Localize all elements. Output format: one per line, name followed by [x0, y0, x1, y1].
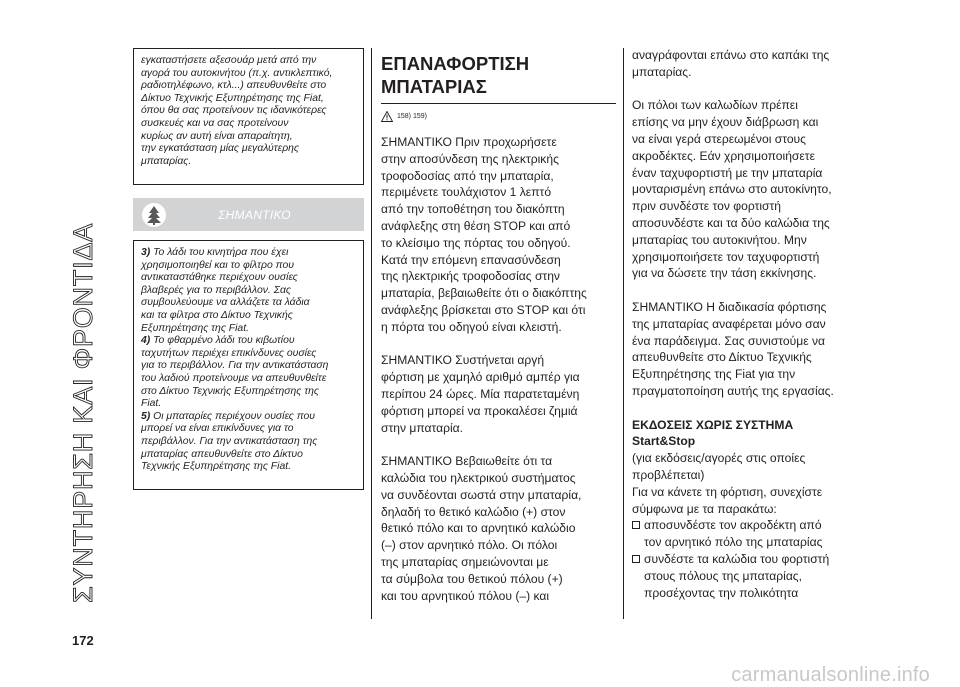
- note-line: [141, 297, 356, 310]
- text-line: προβλέπεται): [632, 467, 705, 482]
- note-number: 3): [141, 247, 151, 258]
- text-line: (για εκδόσεις/αγορές στις οποίες: [632, 451, 806, 466]
- text-line: η πόρτα του οδηγού είναι κλειστή.: [381, 319, 562, 334]
- column-divider: [371, 48, 372, 619]
- battery-body: [381, 134, 616, 604]
- text-line: μπαταρίας.: [632, 64, 692, 79]
- note-line: [141, 310, 356, 323]
- text-line: στην μπαταρία.: [381, 420, 464, 435]
- text-line: της ηλεκτρικής τροφοδοσίας στην: [381, 269, 560, 284]
- bullet-line: [632, 517, 872, 534]
- text-line: επίσης να μην έχουν διάβρωση και: [632, 115, 819, 130]
- note-line: [141, 247, 356, 260]
- note-text: για το περιβάλλον. Για την αντικατάσταση: [141, 360, 329, 372]
- note-text: αντικαταστάθηκε περιέχουν ουσίες: [141, 272, 298, 284]
- note-text: του λαδιού προτείνουμε να απευθυνθείτε: [141, 372, 327, 384]
- subheading: ΕΚΔΟΣΕΙΣ ΧΩΡΙΣ ΣΥΣΤΗΜΑ Start&Stop: [632, 417, 794, 449]
- note-line: [141, 436, 356, 449]
- text-line: ανάφλεξης βρίσκεται στο STOP και ότι: [381, 302, 586, 317]
- text-line: να συνδέονται σωστά στην μπαταρία,: [381, 487, 582, 502]
- text-line: στην αποσύνδεση της ηλεκτρικής: [381, 151, 559, 166]
- note-box-wrap: [133, 240, 364, 490]
- box-line: συσκευές και να σας προτείνουν: [141, 117, 289, 129]
- text-line: μπαταρίας του αυτοκινήτου. Μην: [632, 232, 807, 247]
- text-line: για να δώσετε την τάση εκκίνησης.: [632, 266, 817, 281]
- text-line: περίπου 24 ώρες. Μία παρατεταμένη: [381, 386, 580, 401]
- note-line: [141, 411, 356, 424]
- text-line: Εξυπηρέτησης της Fiat για την: [632, 367, 796, 382]
- bullet-line: [632, 585, 872, 602]
- box-line: την εγκατάσταση μίας μεγαλύτερης: [141, 143, 299, 155]
- text-line: ΣΗΜΑΝΤΙΚΟ Συστήνεται αργή: [381, 353, 545, 368]
- bullet-text: τον αρνητικό πόλο της μπαταρίας: [644, 535, 823, 550]
- note-text: Τεχνικής Εξυπηρέτησης της Fiat.: [141, 461, 292, 473]
- note-text: και τα φίλτρα στο Δίκτυο Τεχνικής: [141, 309, 293, 321]
- note-number: 5): [141, 410, 151, 422]
- note-label: ΣΗΜΑΝΤΙΚΟ: [218, 207, 291, 222]
- note-text: περιβάλλον. Για την αντικατάσταση της: [141, 435, 318, 447]
- text-line: ένα παράδειγμα. Σας συνιστούμε να: [632, 333, 825, 348]
- note-text: χρησιμοποιηθεί και το φίλτρο που: [141, 259, 294, 271]
- text-line: αναγράφονται επάνω στο καπάκι της: [632, 48, 830, 62]
- note-text: ταχυτήτων περιέχει επικίνδυνες ουσίες: [141, 347, 317, 359]
- intro-box: [133, 48, 364, 185]
- continued-body: [632, 47, 872, 400]
- note-text: Fiat.: [141, 398, 162, 410]
- text-line: ΣΗΜΑΝΤΙΚΟ Η διαδικασία φόρτισης: [632, 299, 827, 314]
- text-line: της μπαταρίας αναφέρεται μόνο σαν: [632, 316, 826, 331]
- warning-refs: [381, 111, 616, 122]
- text-line: της μπαταρίας σημειώνονται με: [381, 554, 549, 569]
- text-line: να είναι γερά στερεωμένοι στους: [632, 131, 806, 146]
- text-line: σύμφωνα με τα παρακάτω:: [632, 501, 777, 516]
- note-line: [141, 423, 356, 436]
- text-line: ΣΗΜΑΝΤΙΚΟ Βεβαιωθείτε ότι τα: [381, 454, 553, 469]
- text-line: μονταρισμένη επάνω στο αυτοκίνητο,: [632, 182, 832, 197]
- note-text: Οι μπαταρίες περιέχουν ουσίες που: [150, 410, 316, 422]
- note-text: Εξυπηρέτησης της Fiat.: [141, 322, 249, 334]
- text-line: φόρτιση με χαμηλό αριθμό αμπέρ για: [381, 370, 580, 385]
- text-line: ανάφλεξης στη θέση STOP και από: [381, 218, 571, 233]
- paragraph: [381, 453, 616, 604]
- note-line: [141, 461, 356, 474]
- note-line: [141, 360, 356, 373]
- battery-continued: [632, 47, 872, 601]
- text-line: από την τοποθέτηση του διακόπτη: [381, 202, 565, 217]
- text-line: ΣΗΜΑΝΤΙΚΟ Πριν προχωρήσετε: [381, 135, 557, 149]
- note-text: Το φθαρμένο λάδι του κιβωτίου: [150, 335, 295, 347]
- bullet-square-icon: [632, 521, 640, 529]
- bullet-text: συνδέστε τα καλώδια του φορτιστή: [644, 551, 830, 566]
- text-line: αποσυνδέστε και τα δύο καλώδια της: [632, 215, 830, 230]
- bullet-line: [632, 551, 872, 568]
- text-line: τροφοδοσίας από την μπαταρία,: [381, 168, 554, 183]
- note-line: [141, 323, 356, 336]
- note-box: [133, 240, 364, 490]
- note-line: [141, 386, 356, 399]
- page-number: 172: [72, 633, 94, 648]
- note-number: 4): [141, 335, 151, 347]
- note-header: [133, 198, 364, 231]
- bullet-text: στους πόλους της μπαταρίας,: [644, 568, 802, 583]
- note-text: συμβουλεύουμε να αλλάζετε τα λάδια: [141, 297, 310, 309]
- text-line: έναν ταχυφορτιστή με την μπαταρία: [632, 165, 823, 180]
- note-text: μπαταρίας απευθυνθείτε στο Δίκτυο: [141, 448, 303, 460]
- text-line: και του αρνητικού πόλου (–) και: [381, 588, 550, 603]
- warning-icon: [381, 111, 393, 122]
- bullet-line: [632, 534, 872, 551]
- bullet-list: [632, 517, 872, 601]
- paragraph: [632, 299, 872, 400]
- bullet-line: [632, 568, 872, 585]
- text-line: Για να κάνετε τη φόρτιση, συνεχίστε: [632, 484, 823, 499]
- section-heading: ΕΠΑΝΑΦΟΡΤΙΣΗ ΜΠΑΤΑΡΙΑΣ: [381, 53, 530, 97]
- bullet-square-icon: [632, 555, 640, 563]
- box-line: Δίκτυο Τεχνικής Εξυπηρέτησης της Fiat,: [141, 92, 324, 104]
- subsection-body: [632, 450, 872, 517]
- text-line: πραγματοποίηση αυτής της εργασίας.: [632, 383, 834, 398]
- ref-numbers: 158) 159): [397, 113, 427, 120]
- note-line: [141, 272, 356, 285]
- text-line: απευθυνθείτε στο Δίκτυο Τεχνικής: [632, 350, 812, 365]
- note-text: στο Δίκτυο Τεχνικής Εξυπηρέτησης της: [141, 385, 319, 397]
- box-line: κυρίως αν αυτή είναι απαραίτητη,: [141, 130, 293, 142]
- note-line: [141, 373, 356, 386]
- tree-icon: [141, 202, 167, 228]
- note-text: βλαβερές για το περιβάλλον. Σας: [141, 284, 291, 296]
- note-text: μπορεί να είναι επικίνδυνες για το: [141, 423, 294, 435]
- text-line: (–) στον αρνητικό πόλο. Οι πόλοι: [381, 538, 558, 553]
- paragraph: [632, 47, 872, 81]
- text-line: φόρτιση μπορεί να προκαλέσει ζημιά: [381, 403, 578, 418]
- text-line: ακροδέκτες. Εάν χρησιμοποιήσετε: [632, 148, 815, 163]
- text-line: θετικό πόλο και το αρνητικό καλώδιο: [381, 521, 576, 536]
- text-line: τα σύμβολα του θετικού πόλου (+): [381, 571, 563, 586]
- note-line: [141, 285, 356, 298]
- text-line: πριν συνδέστε τον φορτιστή: [632, 199, 782, 214]
- box-line: εγκαταστήσετε αξεσουάρ μετά από την: [141, 55, 317, 66]
- note-text: Το λάδι του κινητήρα που έχει: [150, 247, 289, 258]
- box-line: μπαταρίας.: [141, 155, 192, 167]
- battery-section: [381, 52, 616, 621]
- side-title-text: ΣΥΝΤΗΡΗΣΗ ΚΑΙ ΦΡΟΝΤΙΔΑ: [68, 222, 98, 603]
- bullet-text: προσέχοντας την πολικότητα: [644, 585, 799, 600]
- note-line: [141, 260, 356, 273]
- text-line: καλώδια του ηλεκτρικού συστήματος: [381, 470, 576, 485]
- bullet-text: αποσυνδέστε τον ακροδέκτη από: [644, 518, 822, 533]
- text-line: περιμένετε τουλάχιστον 1 λεπτό: [381, 185, 552, 200]
- paragraph: [632, 97, 872, 282]
- text-line: χρησιμοποιήσετε τον ταχυφορτιστή: [632, 249, 820, 264]
- note-line: [141, 398, 356, 411]
- text-line: Οι πόλοι των καλωδίων πρέπει: [632, 98, 798, 113]
- note-line: [141, 335, 356, 348]
- note-line: [141, 449, 356, 462]
- box-line: αγορά του αυτοκινήτου (π.χ. αντικλεπτικό,: [141, 67, 333, 79]
- column-divider: [623, 48, 624, 619]
- box-line: όπου θα σας προτείνουν τις ιδανικότερες: [141, 105, 327, 117]
- watermark: carmanualsonline.info: [731, 664, 930, 686]
- heading-rule: [381, 103, 616, 104]
- box-line: ραδιοτηλέφωνο, κτλ...) απευθυνθείτε στο: [141, 80, 327, 92]
- side-section-title: [58, 48, 110, 603]
- text-line: το κλείσιμο της πόρτας του οδηγού.: [381, 235, 571, 250]
- paragraph: [381, 134, 616, 336]
- note-line: [141, 348, 356, 361]
- text-line: δηλαδή το θετικό καλώδιο (+) στον: [381, 504, 566, 519]
- text-line: Κατά την επόμενη επανασύνδεση: [381, 252, 561, 267]
- paragraph: [381, 352, 616, 436]
- text-line: μπαταρία, βεβαιωθείτε ότι ο διακόπτης: [381, 286, 587, 301]
